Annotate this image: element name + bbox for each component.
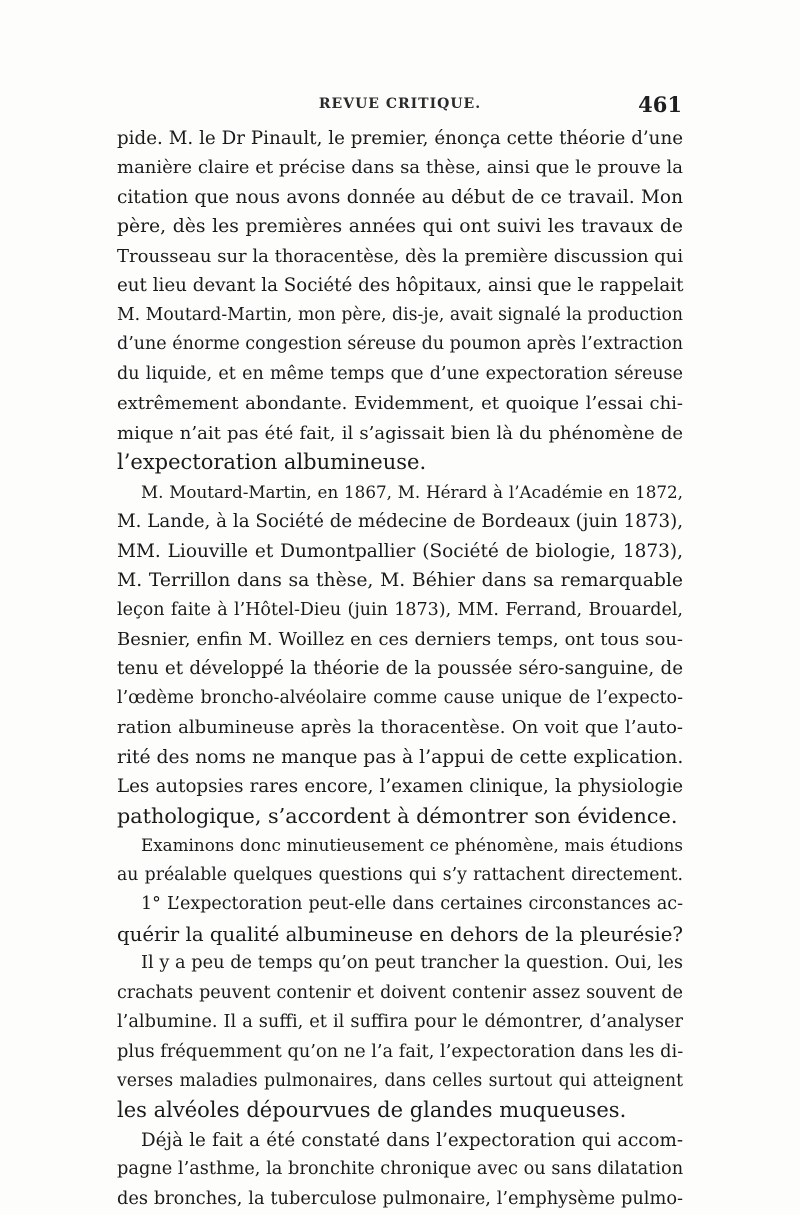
text-line: Examinons donc minutieusement ce phénomène, mais étudions: [141, 835, 683, 856]
text-line: M. Moutard-Martin, en 1867, M. Hérard à l’Académie en 1872,: [141, 481, 683, 502]
text-line: plus fréquemment qu’on ne l’a fait, l’expectoration dans les di-: [117, 1041, 684, 1062]
text-line: Les autopsies rares encore, l’examen clinique, la physiologie: [117, 776, 683, 798]
text-line: les alvéoles dépourvues de glandes muqueuses.: [117, 1098, 627, 1123]
text-line: d’une énorme congestion séreuse du poumon après l’extraction: [117, 334, 684, 355]
running-title: REVUE CRITIQUE.: [318, 96, 482, 112]
text-line: extrêmement abondante. Evidemment, et quoique l’essai chi-: [117, 393, 683, 415]
text-line: l’albumine. Il a suffi, et il suffira pour le démontrer, d’analyser: [117, 1012, 683, 1033]
running-head: [118, 92, 682, 120]
text-line: quérir la qualité albumineuse en dehors de la pleurésie?: [117, 922, 683, 946]
body-text: [117, 124, 683, 1214]
text-line: du liquide, et en même temps que d’une expectoration séreuse: [117, 363, 683, 384]
text-line: ration albumineuse après la thoracentèse. On voit que l’auto-: [117, 717, 683, 739]
text-line: Besnier, enfin M. Woillez en ces derniers temps, ont tous sou-: [117, 628, 683, 650]
text-line: au préalable quelques questions qui s’y rattachent directement.: [117, 864, 683, 885]
text-line: pide. M. le Dr Pinault, le premier, énonça cette théorie d’une: [117, 128, 683, 149]
text-line: des bronches, la tuberculose pulmonaire, l’emphysème pulmo-: [117, 1188, 683, 1209]
text-line: M. Lande, à la Société de médecine de Bordeaux (juin 1873),: [117, 511, 683, 533]
text-line: MM. Liouville et Dumontpallier (Société de biologie, 1873),: [117, 540, 683, 562]
text-line: manière claire et précise dans sa thèse, ainsi que le prouve la: [117, 157, 683, 179]
text-line: eut lieu devant la Société des hôpitaux, ainsi que le rappelait: [117, 275, 684, 297]
text-line: pagne l’asthme, la bronchite chronique avec ou sans dilatation: [117, 1159, 684, 1180]
text-line: leçon faite à l’Hôtel-Dieu (juin 1873), MM. Ferrand, Brouardel,: [117, 599, 683, 620]
text-line: M. Moutard-Martin, mon père, dis-je, avait signalé la production: [117, 304, 683, 325]
text-line: père, dès les premières années qui ont suivi les travaux de: [117, 216, 683, 238]
text-line: Déjà le fait a été constaté dans l’expectoration qui accom-: [141, 1129, 683, 1151]
page-number: 461: [638, 92, 682, 117]
text-line: crachats peuvent contenir et doivent contenir assez souvent de: [117, 982, 683, 1003]
text-line: Il y a peu de temps qu’on peut trancher la question. Oui, les: [141, 953, 683, 974]
text-line: pathologique, s’accordent à démontrer son évidence.: [117, 803, 678, 828]
text-line: tenu et développé la théorie de la poussée séro-sanguine, de: [117, 658, 683, 680]
text-line: l’œdème broncho-alvéolaire comme cause unique de l’expecto-: [117, 687, 683, 708]
text-line: rité des noms ne manque pas à l’appui de cette explication.: [117, 746, 684, 768]
text-line: citation que nous avons donnée au début de ce travail. Mon: [117, 186, 683, 208]
text-line: mique n’ait pas été fait, il s’agissait bien là du phénomène de: [117, 422, 683, 444]
text-line: Trousseau sur la thoracentèse, dès la première discussion qui: [117, 245, 684, 267]
text-line: l’expectoration albumineuse.: [117, 450, 427, 475]
text-line: verses maladies pulmonaires, dans celles surtout qui atteignent: [117, 1071, 683, 1091]
text-line: M. Terrillon dans sa thèse, M. Béhier dans sa remarquable: [117, 570, 683, 592]
text-line: 1° L’expectoration peut-elle dans certaines circonstances ac-: [141, 894, 683, 915]
